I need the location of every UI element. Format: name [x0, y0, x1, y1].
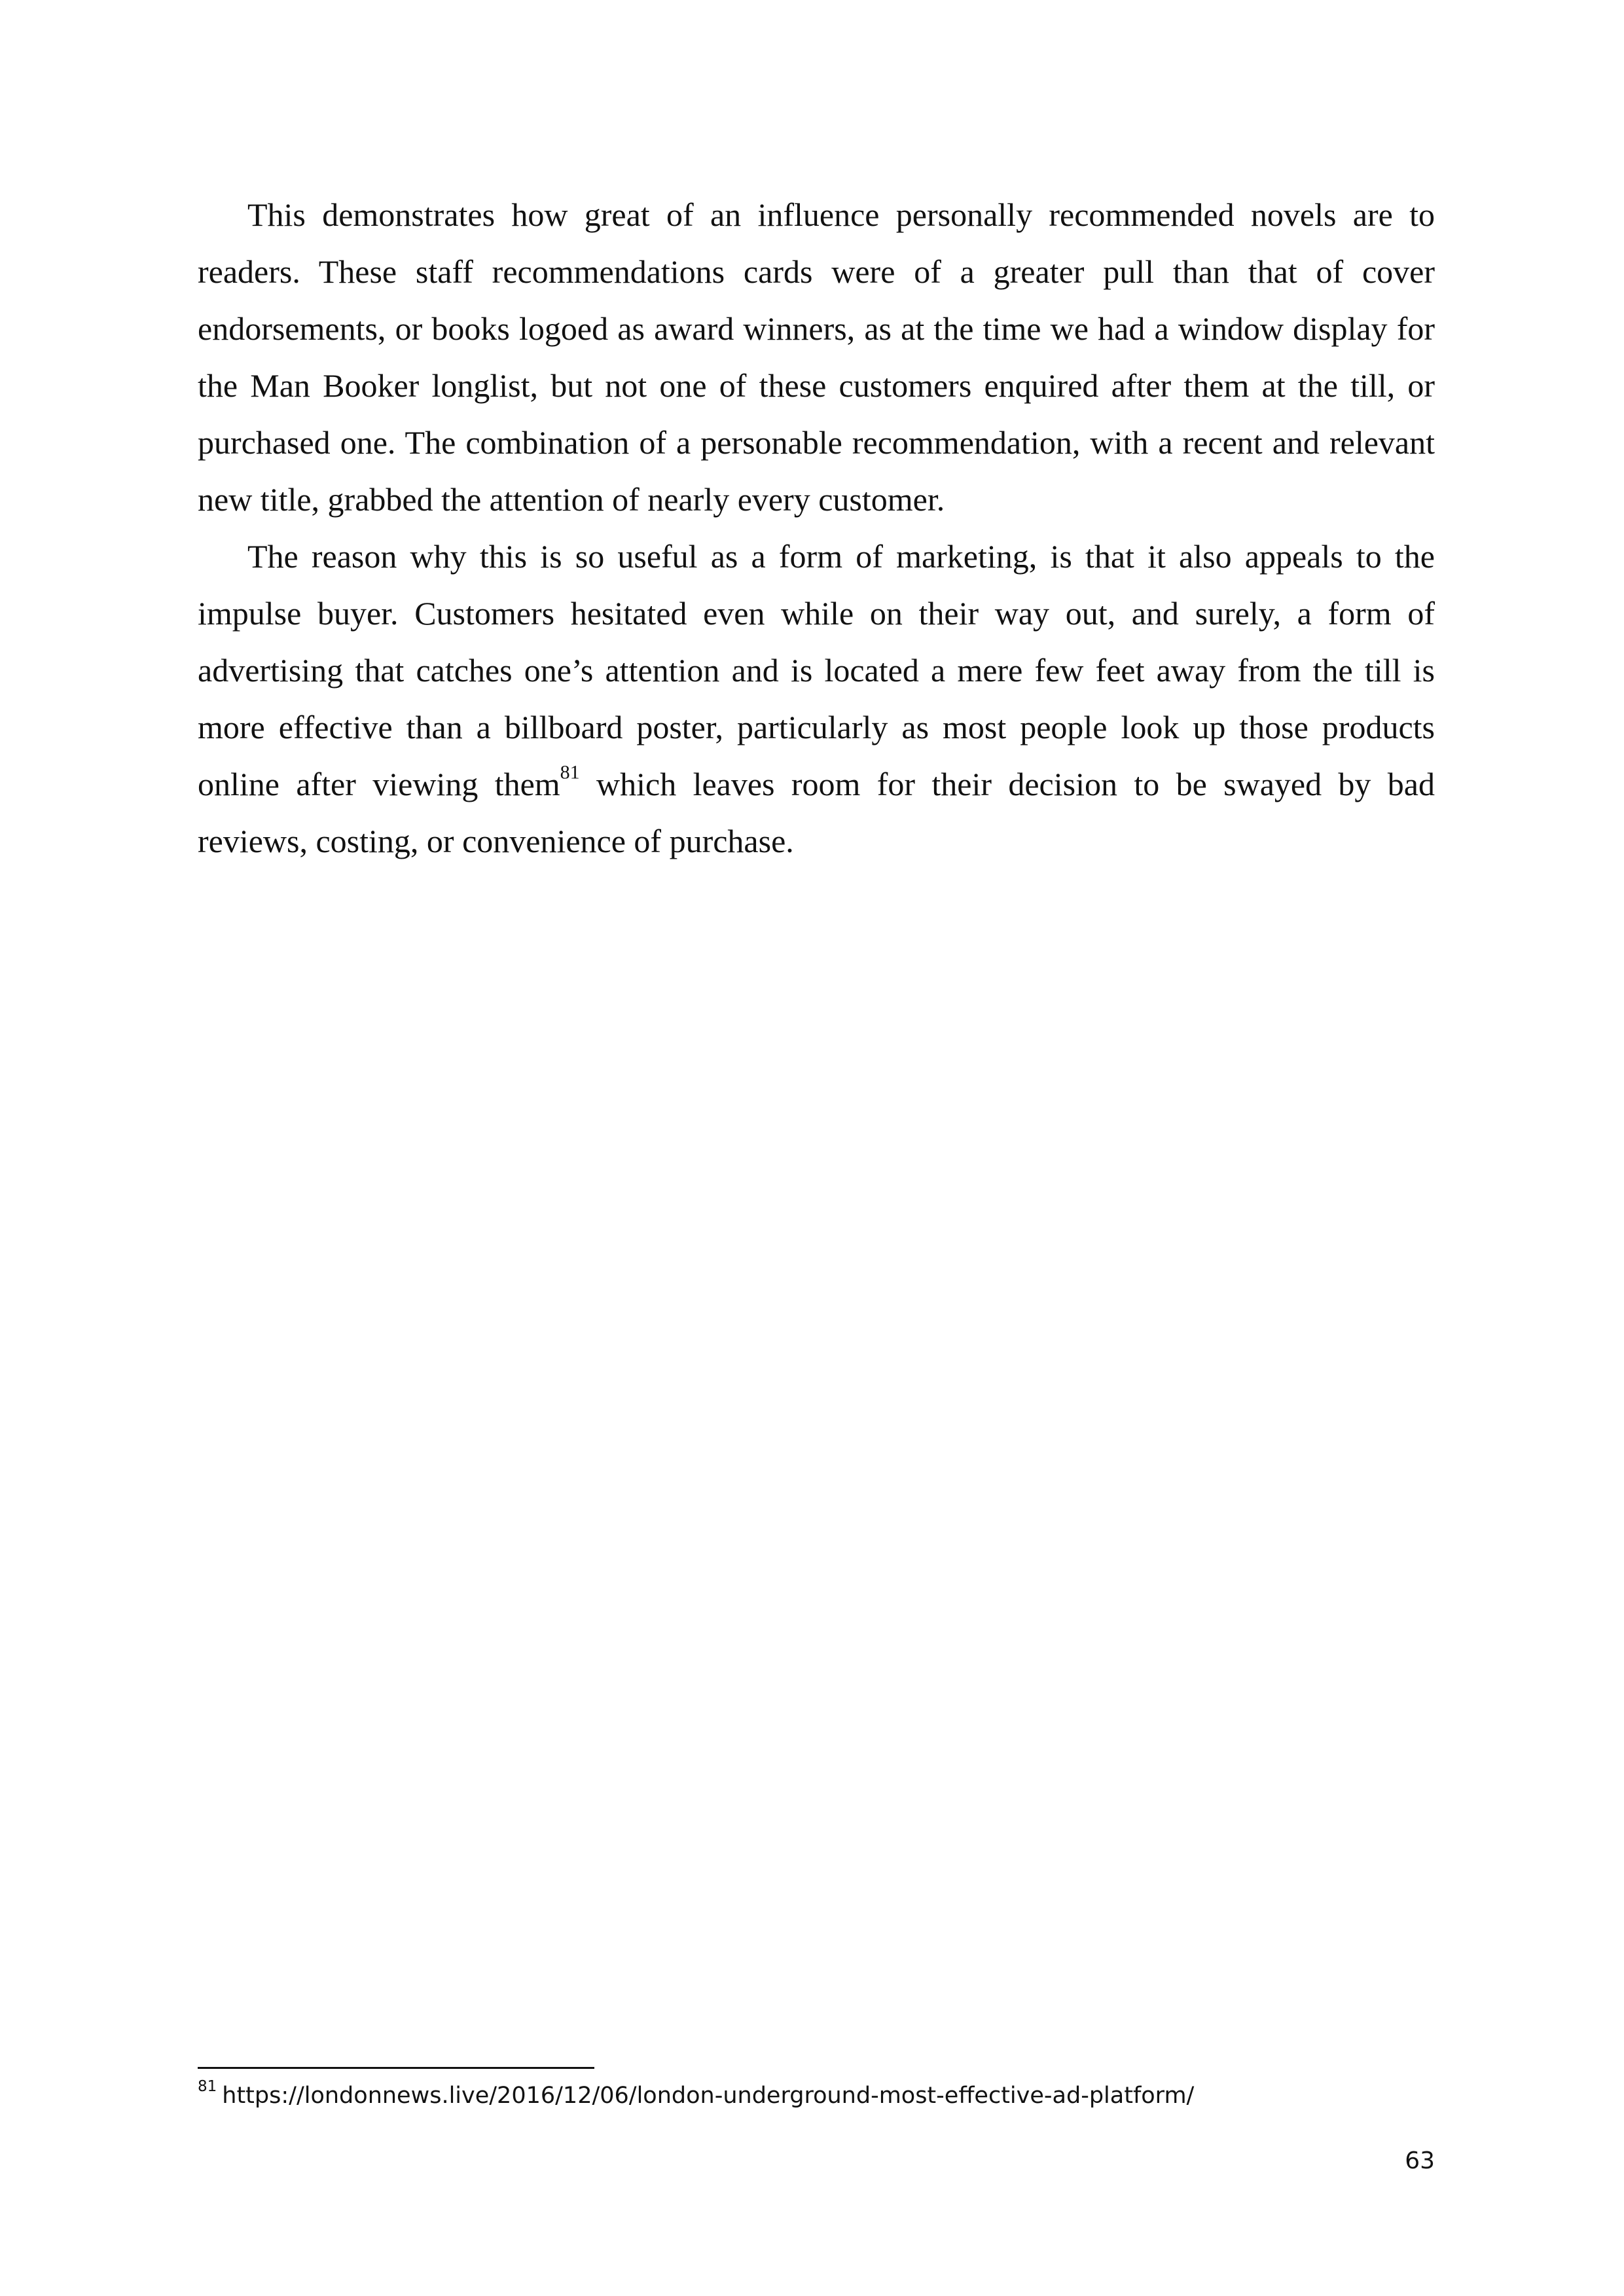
- paragraph-2-text-end: which leaves room for their decision to be swayed by bad reviews, costing, or convenience of purchase.: [198, 766, 1435, 859]
- body-text: [198, 187, 1435, 870]
- footnote-number: 81: [198, 2077, 217, 2095]
- footnote: [198, 2076, 1441, 2115]
- footnote-url[interactable]: https://londonnews.live/2016/12/06/london-underground-most-effective-ad-platform/: [222, 2083, 1195, 2109]
- page-number: 63: [1405, 2147, 1435, 2174]
- footnote-reference[interactable]: 81: [560, 761, 580, 783]
- paragraph-1-text: This demonstrates how great of an influence personally recommended novels are to readers. These staff recommendations cards were of a greater pull than that of cover endorsements, or books logoed as award winners, as at the time we had a window display for the Man Booker longlist, but not one of these customers enquired after them at the till, or purchased one. The combination of a personable recommendation, with a recent and relevant new title, grabbed the attention of nearly every customer.: [198, 196, 1435, 518]
- footnote-divider: [198, 2067, 594, 2069]
- paragraph-2-text-start: The reason why this is so useful as a form of marketing, is that it also appeals to the impulse buyer. Customers hesitated even while on their way out, and surely, a form of advertising that catches one’s attention and is located a mere few feet away from the till is more effective than a billboard poster, particularly as most people look up those products online after viewing them: [198, 538, 1435, 802]
- paragraph-2: [198, 528, 1435, 870]
- paragraph-1: [198, 187, 1435, 528]
